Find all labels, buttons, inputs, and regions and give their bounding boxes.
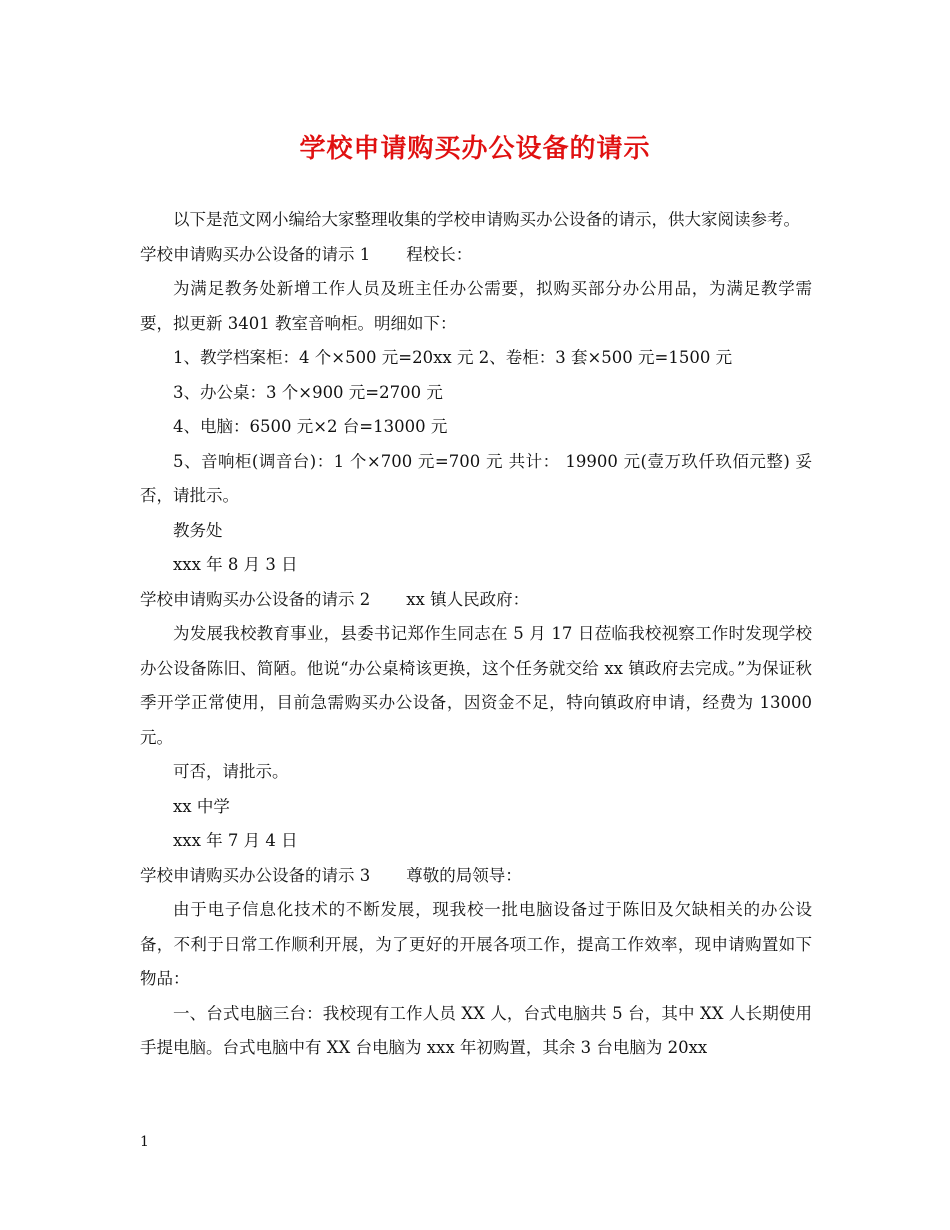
section2-addressee: xx 镇人民政府： [406, 589, 530, 609]
section1-signer: 教务处 [173, 520, 223, 540]
document-body [140, 203, 812, 1066]
section1-item-4: 5、音响柜(调音台)：1 个×700 元=700 元 共计： 19900 元(壹万玖仟玖佰元整) 妥否，请批示。 [140, 451, 812, 505]
section3-paragraph-1: 由于电子信息化技术的不断发展，现我校一批电脑设备过于陈旧及欠缺相关的办公设备，不利于日常工作顺利开展，为了更好的开展各项工作，提高工作效率，现申请购置如下物品： [140, 900, 812, 988]
section3-heading-line [140, 859, 812, 894]
section2-signer: xx 中学 [173, 796, 230, 816]
section1-heading: 学校申请购买办公设备的请示 1 [140, 244, 371, 264]
section2-heading-line [140, 583, 812, 618]
section3-paragraph-2: 一、台式电脑三台：我校现有工作人员 XX 人，台式电脑共 5 台，其中 XX 人长期使用手提电脑。台式电脑中有 XX 台电脑为 xxx 年初购置，其余 3 台电脑为 20xx [140, 1003, 812, 1057]
section2-date: xxx 年 7 月 4 日 [173, 831, 298, 850]
section2-request-line: 可否，请批示。 [173, 762, 289, 781]
section1-item-3: 4、电脑：6500 元×2 台=13000 元 [173, 417, 448, 436]
section1-addressee: 程校长： [406, 244, 473, 264]
section1-item-2: 3、办公桌：3 个×900 元=2700 元 [173, 382, 443, 402]
section3-addressee: 尊敬的局领导： [406, 865, 522, 885]
page-number: 1 [140, 1134, 149, 1150]
section1-heading-line [140, 238, 812, 273]
intro-paragraph: 以下是范文网小编给大家整理收集的学校申请购买办公设备的请示，供大家阅读参考。 [173, 210, 800, 229]
section2-heading: 学校申请购买办公设备的请示 2 [140, 589, 371, 609]
section1-paragraph: 为满足教务处新增工作人员及班主任办公需要，拟购买部分办公用品，为满足教学需要，拟更新 3401 教室音响柜。明细如下： [140, 279, 812, 333]
section3-heading: 学校申请购买办公设备的请示 3 [140, 865, 371, 885]
section1-item-1: 1、教学档案柜：4 个×500 元=20xx 元 2、卷柜：3 套×500 元=1500 元 [173, 348, 733, 367]
document-title: 学校申请购买办公设备的请示 [299, 134, 651, 164]
section1-date: xxx 年 8 月 3 日 [173, 555, 298, 574]
section2-paragraph: 为发展我校教育事业，县委书记郑作生同志在 5 月 17 日莅临我校视察工作时发现学校办公设备陈旧、简陋。他说“办公桌椅该更换，这个任务就交给 xx 镇政府去完成。”为保证秋季开学正常使用，目前急需购买办公设备，因资金不足，特向镇政府申请，经费为 13000 元。 [140, 624, 812, 747]
